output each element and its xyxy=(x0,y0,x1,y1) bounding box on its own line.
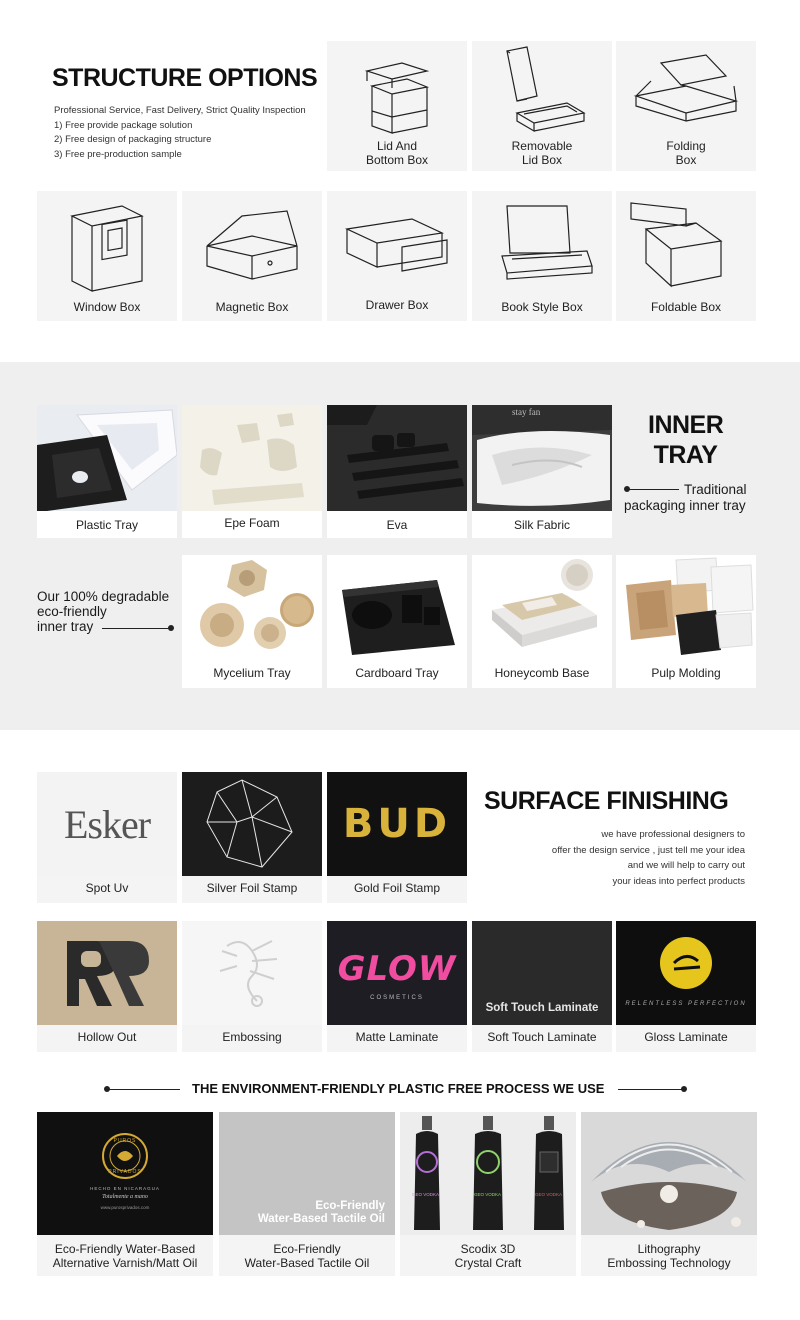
puros-small-2: Totalmente a mano xyxy=(102,1194,148,1200)
finish-label: Gold Foil Stamp xyxy=(353,881,441,895)
environment-title: THE ENVIRONMENT-FRIENDLY PLASTIC FREE PROCESS WE USE xyxy=(192,1081,605,1096)
structure-line: 3) Free pre-production sample xyxy=(54,148,182,160)
tray-card-pulp[interactable] xyxy=(616,555,756,688)
inner-tray-title xyxy=(648,410,723,470)
tray-card-silk[interactable] xyxy=(472,405,612,538)
finish-card-gold-foil[interactable] xyxy=(327,772,467,903)
inner-tray-title-line: INNER xyxy=(648,411,724,439)
traditional-label-line: Traditional xyxy=(684,482,747,497)
finish-label: Hollow Out xyxy=(77,1030,137,1044)
gloss-laminate-image xyxy=(616,921,756,1025)
tray-label: Cardboard Tray xyxy=(355,666,439,680)
finish-card-soft-touch[interactable] xyxy=(472,921,612,1052)
tray-card-plastic[interactable] xyxy=(37,405,177,538)
finish-card-gloss[interactable] xyxy=(616,921,756,1052)
traditional-label xyxy=(624,482,764,514)
eco-label-line: eco-friendly xyxy=(37,604,107,619)
process-label-line: Embossing Technology xyxy=(607,1256,731,1270)
esker-logo-text: Esker xyxy=(63,801,151,847)
finish-card-spot-uv[interactable] xyxy=(37,772,177,903)
box-label: Removable Lid Box xyxy=(511,139,573,167)
process-label-line: Alternative Varnish/Matt Oil xyxy=(52,1256,198,1270)
honeycomb-base-image xyxy=(472,555,612,661)
puros-bottom-text: PRIVADOS xyxy=(108,1169,142,1175)
folding-box-icon xyxy=(616,41,756,141)
process-label xyxy=(219,1242,395,1270)
lid-bottom-box-icon xyxy=(327,41,467,141)
structure-options-section xyxy=(0,0,800,362)
hollow-out-image xyxy=(37,921,177,1025)
glow-logo-text: GLOW xyxy=(337,949,457,989)
box-label: Foldable Box xyxy=(650,300,722,314)
surface-desc xyxy=(552,827,745,889)
finish-card-embossing[interactable] xyxy=(182,921,322,1052)
cardboard-tray-image xyxy=(327,555,467,661)
spot-uv-image xyxy=(37,772,177,876)
box-label: Magnetic Box xyxy=(215,300,289,314)
surface-title: SURFACE FINISHING xyxy=(484,787,729,815)
silk-print-text: stay fan xyxy=(512,407,541,417)
finish-label: Matte Laminate xyxy=(355,1030,439,1044)
plastic-tray-image xyxy=(37,405,177,511)
surface-desc-line: and we will help to carry out xyxy=(627,860,745,871)
finish-card-silver-foil[interactable] xyxy=(182,772,322,903)
epe-foam-image xyxy=(182,405,322,511)
tray-label: Eva xyxy=(386,518,408,532)
finish-card-matte[interactable] xyxy=(327,921,467,1052)
box-card-magnetic[interactable] xyxy=(182,191,322,321)
silk-fabric-image xyxy=(472,405,612,511)
structure-line: 2) Free design of packaging structure xyxy=(54,134,212,145)
finish-label: Spot Uv xyxy=(85,881,129,895)
window-box-icon xyxy=(37,191,177,301)
tray-card-mycelium[interactable] xyxy=(182,555,322,688)
vodka-label: GEO VODKA xyxy=(535,1192,563,1197)
surface-desc-line: offer the design service , just tell me your idea xyxy=(551,844,745,856)
process-label xyxy=(400,1242,576,1270)
lithography-image xyxy=(581,1112,757,1235)
glow-sub-text: COSMETICS xyxy=(370,995,424,1001)
tray-label: Pulp Molding xyxy=(651,666,721,680)
box-label: Lid And Bottom Box xyxy=(365,139,429,167)
eco-pointer-line xyxy=(102,628,170,629)
surface-desc-line: we have professional designers to xyxy=(601,829,745,840)
process-label-line: Eco-Friendly xyxy=(273,1242,341,1256)
eco-label-line: Our 100% degradable xyxy=(37,589,170,604)
soft-touch-overlay-text: Soft Touch Laminate xyxy=(485,1002,599,1014)
soft-touch-image xyxy=(472,921,612,1025)
mycelium-tray-image xyxy=(182,555,322,661)
process-card-varnish[interactable] xyxy=(37,1112,213,1276)
box-label: Folding Box xyxy=(666,139,706,167)
box-label: Window Box xyxy=(73,300,141,314)
finish-card-hollow-out[interactable] xyxy=(37,921,177,1052)
surface-finishing-section xyxy=(0,730,800,1320)
book-style-box-icon xyxy=(472,191,612,301)
structure-line: 1) Free provide package solution xyxy=(54,119,193,131)
tray-label: Silk Fabric xyxy=(513,518,570,532)
process-card-lithography[interactable] xyxy=(581,1112,757,1276)
tray-label: Mycelium Tray xyxy=(213,666,291,680)
box-card-book-style[interactable] xyxy=(472,191,612,321)
tactile-overlay xyxy=(258,1200,385,1226)
removable-lid-box-icon xyxy=(472,41,612,141)
puros-url: www.purosprivados.com xyxy=(100,1205,150,1210)
process-label-line: Eco-Friendly Water-Based xyxy=(54,1242,196,1256)
tactile-oil-image xyxy=(219,1112,395,1235)
pulp-molding-image xyxy=(616,555,756,661)
env-right-line xyxy=(618,1089,684,1090)
finish-label: Embossing xyxy=(222,1030,282,1044)
drawer-box-icon xyxy=(327,191,467,301)
eva-image xyxy=(327,405,467,511)
eco-pointer-dot xyxy=(168,625,174,631)
tactile-overlay-line: Water-Based Tactile Oil xyxy=(257,1213,385,1225)
box-label: Drawer Box xyxy=(365,298,429,312)
box-card-window[interactable] xyxy=(37,191,177,321)
process-label xyxy=(37,1242,213,1270)
scodix-image xyxy=(400,1112,576,1235)
process-card-tactile[interactable] xyxy=(219,1112,395,1276)
puros-top-text: PUROS xyxy=(113,1138,137,1144)
surface-desc-line: your ideas into perfect products xyxy=(612,875,745,887)
vodka-label: GEO VODKA xyxy=(412,1192,440,1197)
varnish-image xyxy=(37,1112,213,1235)
finish-label: Gloss Laminate xyxy=(644,1030,728,1044)
process-label-line: Lithography xyxy=(637,1242,701,1256)
structure-line: Professional Service, Fast Delivery, Strict Quality Inspection xyxy=(54,105,306,116)
gloss-slogan-text: RELENTLESS PERFECTION xyxy=(625,1001,747,1007)
finish-label: Soft Touch Laminate xyxy=(487,1030,597,1044)
inner-tray-title-line: TRAY xyxy=(653,441,718,469)
structure-title: STRUCTURE OPTIONS xyxy=(52,64,318,92)
finish-label: Silver Foil Stamp xyxy=(206,881,298,895)
tray-label: Epe Foam xyxy=(224,516,280,530)
env-right-dot xyxy=(681,1086,687,1092)
box-card-foldable[interactable] xyxy=(616,191,756,321)
tray-card-epe[interactable] xyxy=(182,405,322,538)
tray-label: Honeycomb Base xyxy=(494,666,590,680)
process-label xyxy=(581,1242,757,1270)
silver-foil-image xyxy=(182,772,322,876)
box-card-folding[interactable] xyxy=(616,41,756,171)
foldable-box-icon xyxy=(616,191,756,301)
gold-foil-image xyxy=(327,772,467,876)
env-left-line xyxy=(108,1089,180,1090)
inner-tray-section xyxy=(0,362,800,730)
magnetic-box-icon xyxy=(182,191,322,301)
tray-card-cardboard[interactable] xyxy=(327,555,467,688)
vodka-label: GEO VODKA xyxy=(474,1192,502,1197)
embossing-image xyxy=(182,921,322,1025)
process-label-line: Crystal Craft xyxy=(454,1256,522,1270)
structure-intro xyxy=(54,104,306,162)
matte-laminate-image xyxy=(327,921,467,1025)
tray-card-eva[interactable] xyxy=(327,405,467,538)
box-card-removable-lid[interactable] xyxy=(472,41,612,171)
tray-label: Plastic Tray xyxy=(75,518,138,532)
box-label: Book Style Box xyxy=(501,300,583,314)
bud-logo-text: BUD xyxy=(342,801,452,847)
tray-card-honeycomb[interactable] xyxy=(472,555,612,688)
eco-label-line: inner tray xyxy=(37,619,94,634)
box-card-drawer[interactable] xyxy=(327,191,467,321)
box-card-lid-bottom[interactable] xyxy=(327,41,467,171)
process-card-scodix[interactable] xyxy=(400,1112,576,1276)
traditional-label-line: packaging inner tray xyxy=(624,498,746,513)
puros-small-1: HECHO EN NICARAGUA xyxy=(90,1186,160,1191)
process-label-line: Water-Based Tactile Oil xyxy=(244,1256,370,1270)
process-label-line: Scodix 3D xyxy=(460,1242,516,1256)
tactile-overlay-line: Eco-Friendly xyxy=(315,1200,385,1212)
